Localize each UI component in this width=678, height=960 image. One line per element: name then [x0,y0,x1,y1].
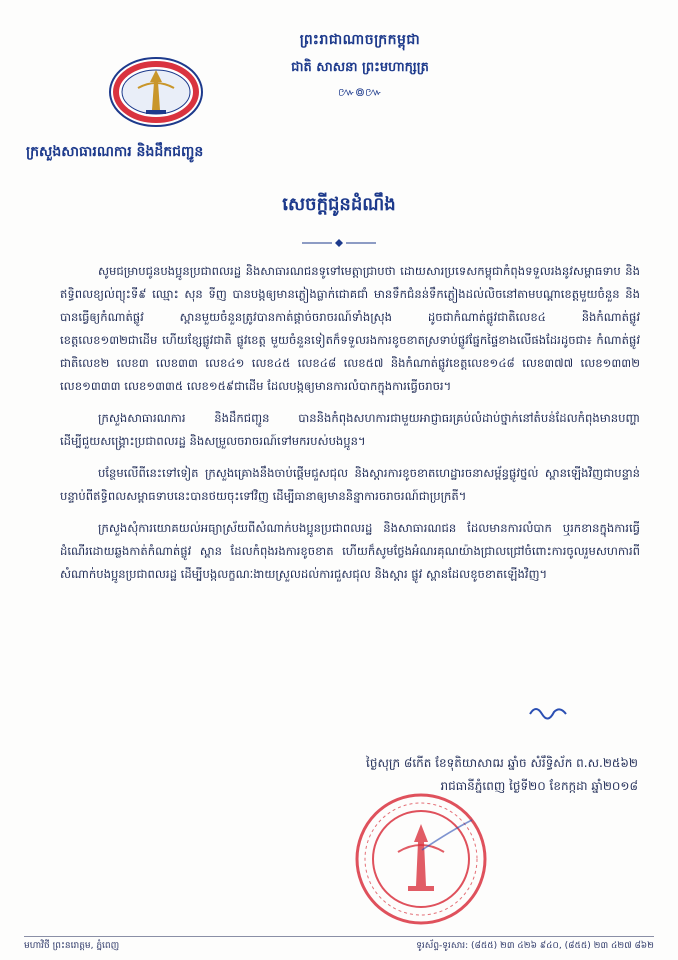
footer-address: មហាវិថី ព្រះនរោត្តម, ភ្នំពេញ [24,941,120,951]
notice-body [60,260,640,595]
ministry-logo [108,56,204,128]
kingdom-name: ព្រះរាជាណាចក្រកម្ពុជា [299,32,421,48]
paragraph-cooperation: ក្រសួងសាធារណការ និងដឹកជញ្ជូន បាននិងកំពុងសហការជាមួយអាជ្ញាធរគ្រប់លំដាប់ថ្នាក់នៅតំបន់ដែលកំពុងមានបញ្ហា ដើម្បីជួយសង្គ្រោះប្រជាពលរដ្ឋ និងសម្រួលចរាចរណ៍ទៅមករបស់បងប្អូន។ [60,411,640,448]
solar-date: រាជធានីភ្នំពេញ ថ្ងៃទី២០ ខែកក្កដា ឆ្នាំ២០១៨ [440,779,638,793]
title-divider-ornament [300,238,378,248]
footer-phone: ទូរស័ព្ទ-ទូរសារ: (៨៥៥) ២៣ ៤២៦ ៩៤០, (៨៥៥) ២៣ ៤២៧ ៨៦២ [416,941,654,951]
handwritten-initial [528,702,568,720]
official-seal-stamp [352,790,490,928]
lunar-date: ថ្ងៃសុក្រ ៨កើត ខែទុតិយាសាឍ ឆ្នាំច សំរឹទ្ធិស័ក ព.ស.២៥៦២ [366,756,638,770]
paragraph-situation: សូមជម្រាបជូនបងប្អូនប្រជាពលរដ្ឋ និងសាធារណជនទូទៅមេត្តាជ្រាបថា ដោយសារប្រទេសកម្ពុជាកំពុងទទួលរងនូវសម្ពាធទាប និងឥទ្ធិពលខ្យល់ព្យុះទី៩ ឈ្មោះ សុន ទីញ បានបង្កឲ្យមានភ្លៀងធ្លាក់ជោគជាំ មានទឹកជំនន់ទឹកភ្លៀងដល់លិចនៅតាមបណ្តាខេត្តមួយចំនួន និងបានធ្វើឲ្យកំណាត់ផ្លូវ ស្ពានមួយចំនួនត្រូវបានកាត់ផ្តាច់ចរាចរណ៍ទាំងស្រុង ដូចជាកំណាត់ផ្លូវជាតិលេខ៤ និងកំណាត់ផ្លូវខេត្តលេខ១៣២ជាដើម ហើយខ្សែផ្លូវជាតិ ផ្លូវខេត្ត មួយចំនួនទៀតក៏ទទួលរងការខូចខាតស្រទាប់ផ្លូវផ្នែកផ្ទៃខាងលើផងដែរដូចជា៖ កំណាត់ផ្លូវជាតិលេខ២ លេខ៣ លេខ៣៣ លេខ៤១ លេខ៤៥ លេខ៤៨ លេខ៥៧ និងកំណាត់ផ្លូវខេត្តលេខ១៤៨ លេខ៣៧៧ លេខ១៣៣២ លេខ១៣៣៣ លេខ១៣៣៥ លេខ១៥៩ជាដើម ដែលបង្កឲ្យមានការលំបាកក្នុងការធ្វើចរាចរ។ [60,264,640,393]
kingdom-header [270,30,450,102]
header-ornament: ៚៙៚ [338,85,382,99]
paragraph-apology: ក្រសួងសុំការយោគយល់អធ្យាស្រ័យពីសំណាក់បងប្អូនប្រជាពលរដ្ឋ និងសាធារណជន ដែលមានការលំបាក ឬរកខានក្នុងការធ្វើដំណើរដោយឆ្លងកាត់កំណាត់ផ្លូវ ស្ពាន ដែលកំពុងរងការខូចខាត ហើយក៏សូមថ្លែងអំណរគុណយ៉ាងជ្រាលជ្រៅចំពោះការចូលរួមសហការពីសំណាក់បងប្អូនប្រជាពលរដ្ឋ ដើម្បីបង្កលក្ខណៈងាយស្រួលដល់ការជួសជុល និងស្តារ ផ្លូវ ស្ពានដែលខូចខាតឡើងវិញ។ [60,521,640,581]
footer-divider [24,936,654,937]
document-title: សេចក្តីជូនដំណឹង [282,194,396,215]
national-motto: ជាតិ សាសនា ព្រះមហាក្សត្រ [291,60,429,75]
paragraph-repair-plan: បន្ថែមលើពីនេះទៅទៀត ក្រសួងគ្រោងនឹងចាប់ផ្តើមជួសជុល និងស្តារការខូចខាតហេដ្ឋារចនាសម្ព័ន្ធផ្លូវថ្នល់ ស្ពានឡើងវិញជាបន្ទាន់ បន្ទាប់ពីឥទ្ធិពលសម្ពាធទាបនេះបានថយចុះទៅវិញ ដើម្បីធានាឲ្យមាននិន្នាការចរាចរណ៍ជាប្រក្រតី។ [60,466,640,503]
ministry-name: ក្រសួងសាធារណការ និងដឹកជញ្ជូន [26,144,204,160]
